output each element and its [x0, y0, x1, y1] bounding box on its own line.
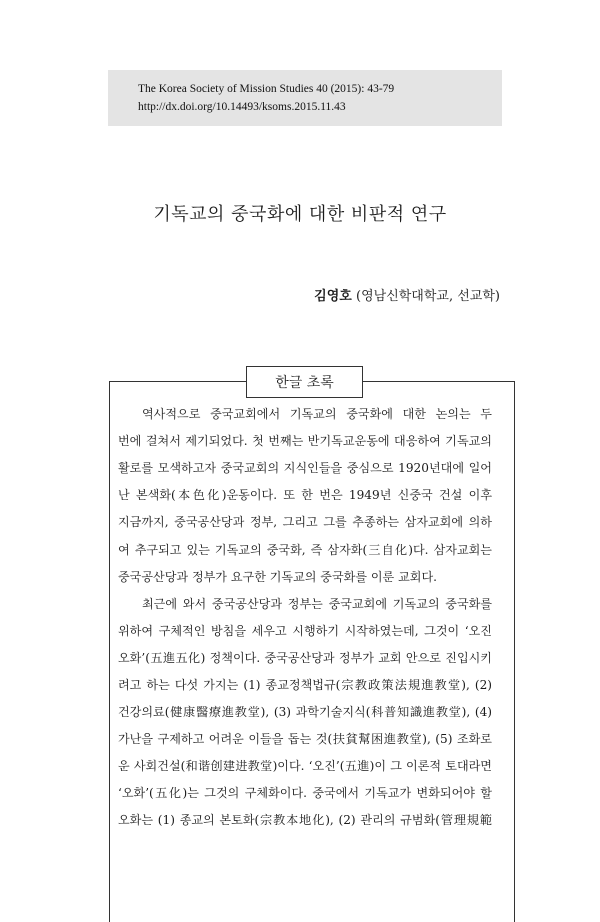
citation-header [108, 70, 502, 126]
author-line [314, 285, 500, 304]
abstract-line: 려고 하는 다섯 가지는 (1) 종교정책법규(宗教政策法規進教堂), (2) [118, 678, 492, 692]
abstract-line: 중국공산당과 정부가 요구한 기독교의 중국화를 이룬 교회다. [118, 570, 437, 584]
abstract-line: 오화는 (1) 종교의 본토화(宗教本地化), (2) 관리의 규범화(管理規範 [118, 813, 492, 827]
abstract-line: 가난을 구제하고 어려운 이들을 돕는 것(扶貧幫困進教堂), (5) 조화로 [118, 732, 492, 746]
abstract-line: 오화’(五進五化) 정책이다. 중국공산당과 정부가 교회 안으로 진입시키 [118, 651, 492, 665]
abstract-line: 여 추구되고 있는 기독교의 중국화, 즉 삼자화(三自化)다. 삼자교회는 [118, 543, 492, 557]
abstract-line: 번에 걸쳐서 제기되었다. 첫 번째는 반기독교운동에 대응하여 기독교의 [118, 434, 492, 448]
abstract-line: 난 본색화(本色化)운동이다. 또 한 번은 1949년 신중국 건설 이후 [118, 488, 492, 502]
journal-citation: The Korea Society of Mission Studies 40 (2015): 43-79 [138, 83, 395, 95]
author-name: 김영호 [314, 289, 352, 304]
abstract-line: ‘오화’(五化)는 그것의 구체화이다. 중국에서 기독교가 변화되어야 할 [118, 786, 492, 800]
author-affiliation: (영남신학대학교, 선교학) [356, 289, 500, 304]
abstract-line: 최근에 와서 중국공산당과 정부는 중국교회에 기독교의 중국화를 [142, 597, 492, 611]
abstract-line: 운 사회건설(和谐创建进教堂)이다. ‘오진’(五進)이 그 이론적 토대라면 [118, 759, 492, 773]
abstract-line: 건강의료(健康醫療進教堂), (3) 과학기술지식(科普知識進教堂), (4) [118, 705, 492, 719]
abstract-line: 지금까지, 중국공산당과 정부, 그리고 그를 추종하는 삼자교회에 의하 [118, 515, 492, 529]
abstract-line: 위하여 구체적인 방침을 세우고 시행하기 시작하였는데, 그것이 ‘오진 [118, 624, 492, 638]
abstract-label: 한글 초록 [246, 366, 363, 398]
doi-link[interactable]: http://dx.doi.org/10.14493/ksoms.2015.11.43 [138, 101, 346, 113]
abstract-line: 활로를 모색하고자 중국교회의 지식인들을 중심으로 1920년대에 일어 [118, 461, 492, 475]
abstract-line: 역사적으로 중국교회에서 기독교의 중국화에 대한 논의는 두 [142, 407, 492, 421]
paper-title: 기독교의 중국화에 대한 비판적 연구 [153, 204, 447, 225]
